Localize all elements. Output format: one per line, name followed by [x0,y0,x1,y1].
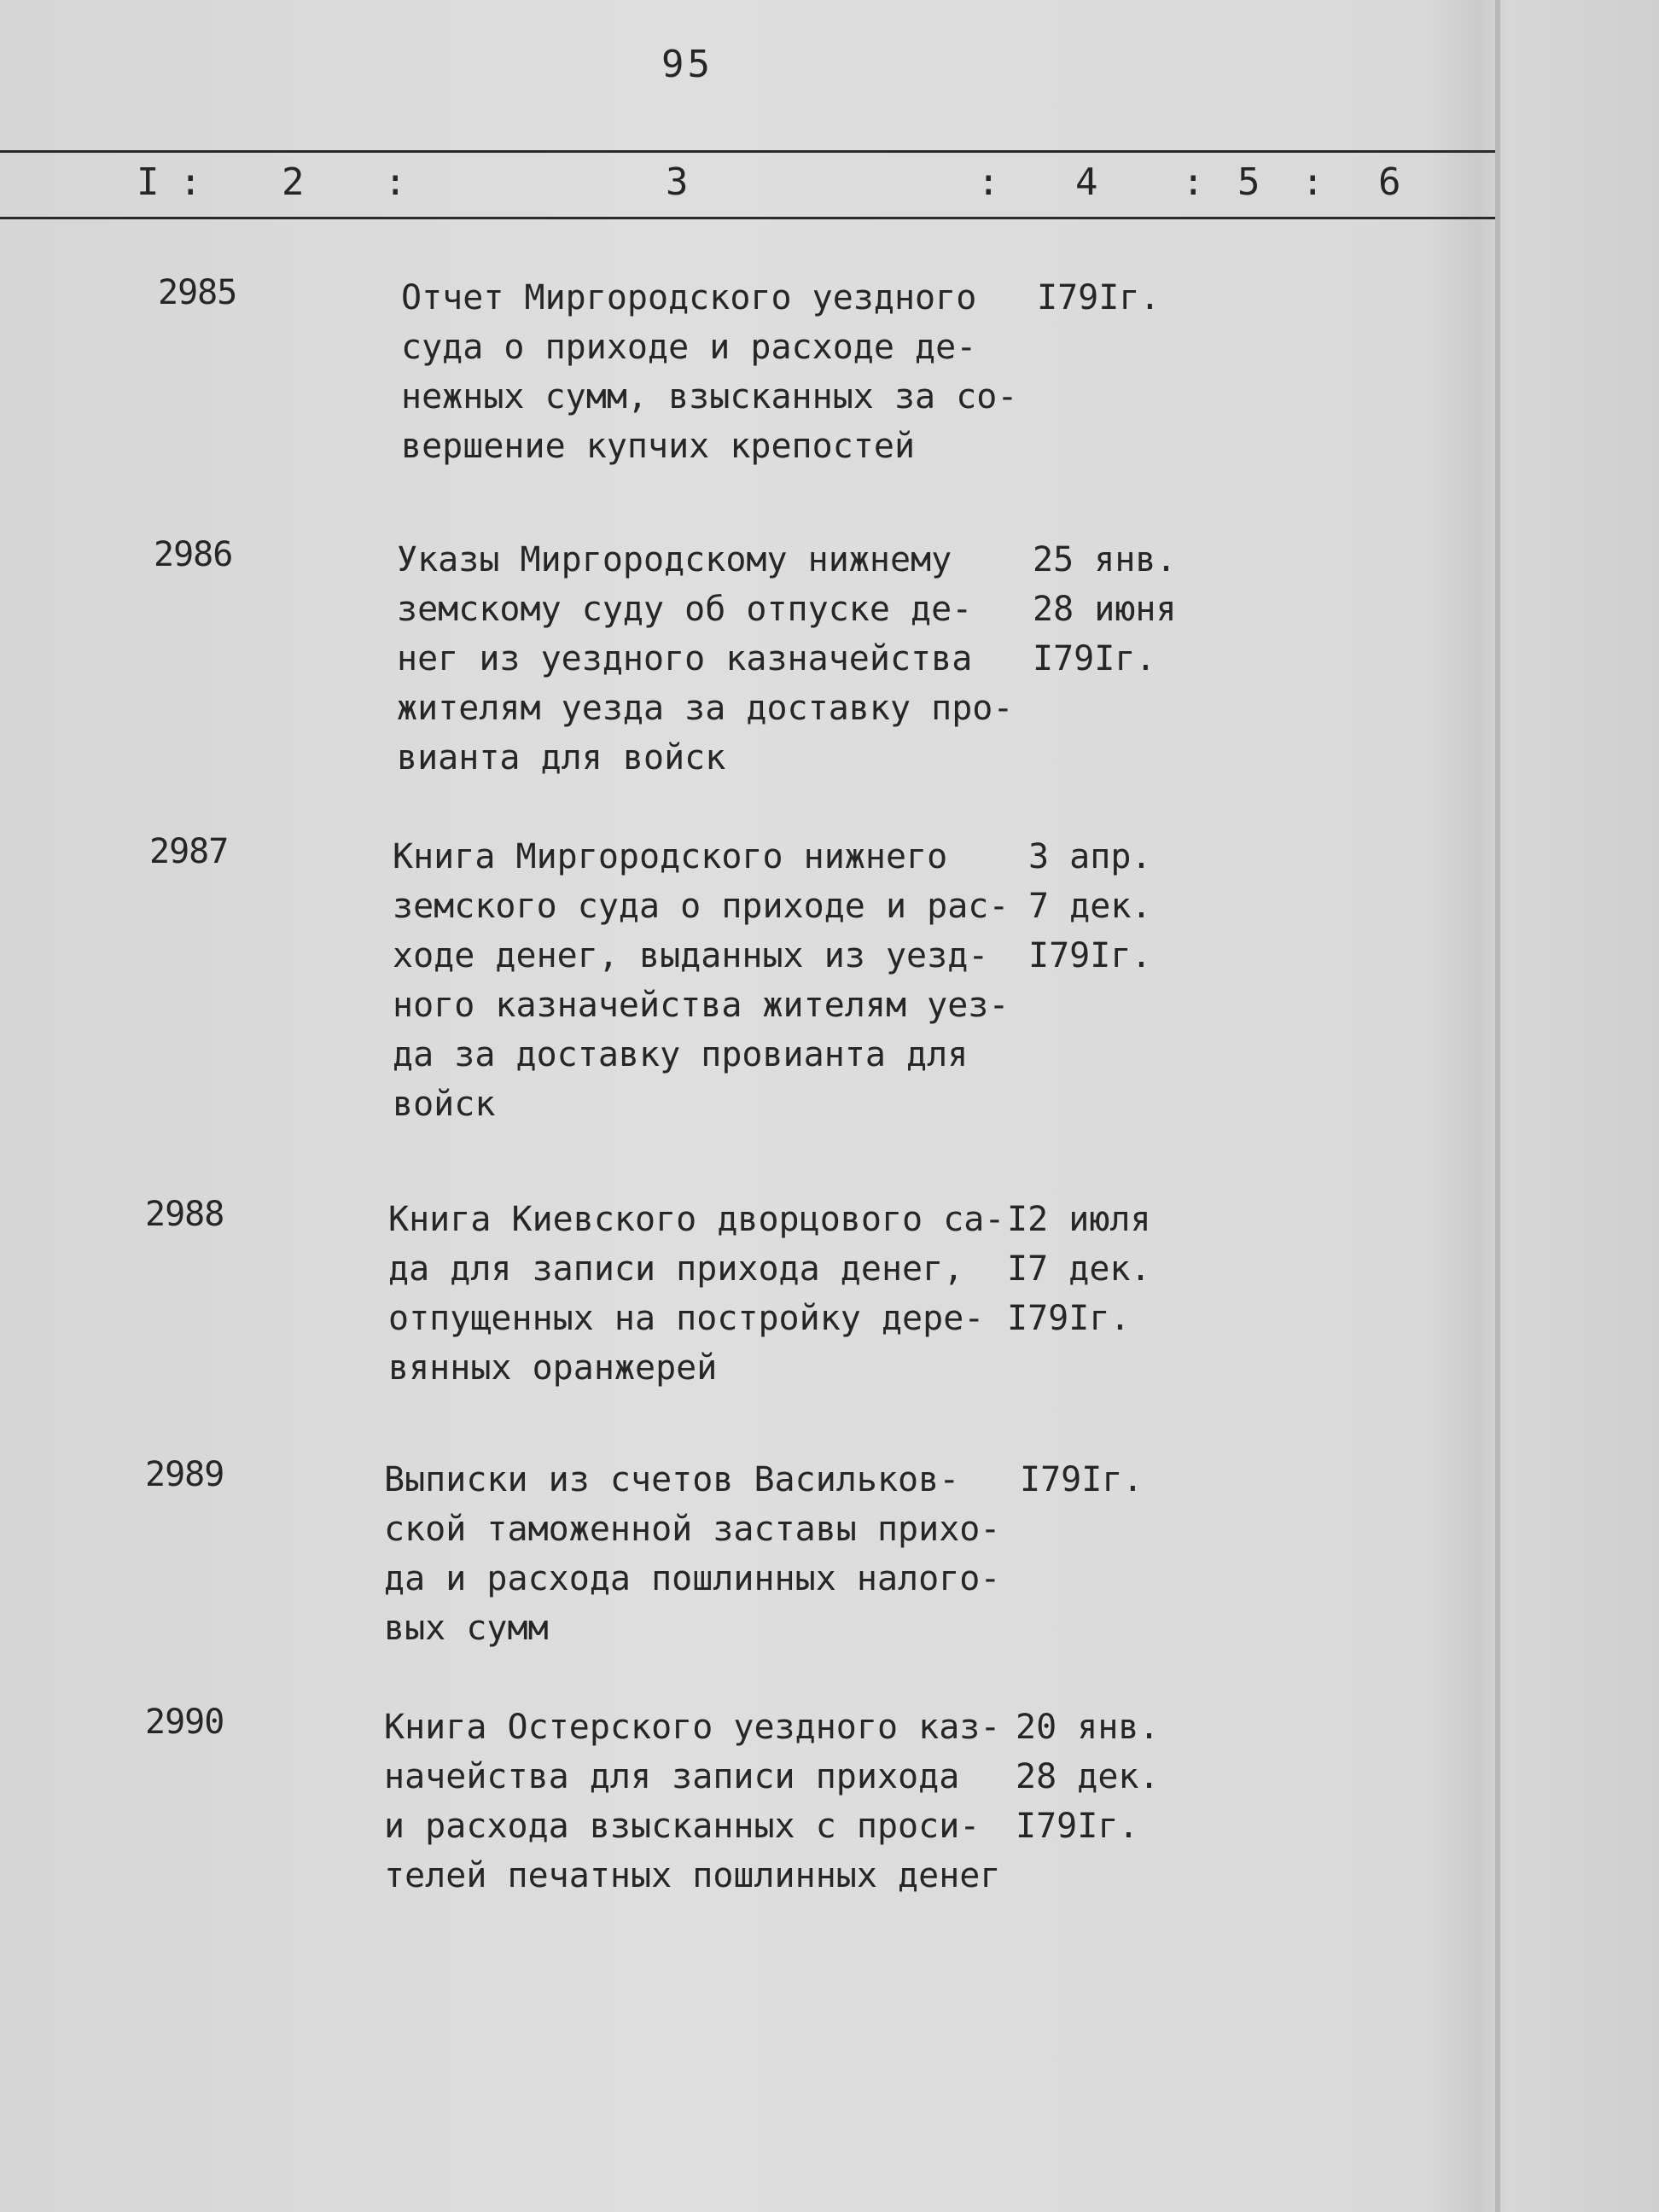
entry-date: 3 апр. 7 дек. I79Iг. [1028,837,1152,975]
column-separator: : [1182,160,1205,204]
column-header-6: 6 [1378,160,1401,204]
header-bottom-rule [0,217,1495,219]
entry-description: Книга Остерского уездного каз- начейства для записи прихода и расхода взысканных с проси- телей печатных пошлинных денег [384,1708,1001,1895]
entry-number: 2986 [154,535,233,574]
entry-date: 20 янв. 28 дек. I79Iг. [1016,1708,1160,1846]
column-header-4: 4 [1075,160,1098,204]
column-separator: : [179,160,202,204]
page-number: 95 [661,43,713,86]
entry-number: 2990 [145,1703,224,1742]
column-separator: : [384,160,407,204]
column-separator: : [1301,160,1324,204]
entry-date: I2 июля I7 дек. I79Iг. [1007,1200,1151,1338]
entry-description: Указы Миргородскому нижнему земскому суду об отпуске де- нег из уездного казначейства жителям уезда за доставку про- вианта для войск [397,540,1014,777]
entry-number: 2989 [145,1455,224,1494]
header-top-rule [0,150,1495,153]
entry-date: 25 янв. 28 июня I79Iг. [1033,540,1177,678]
entry-number: 2988 [145,1195,224,1234]
page-fold-shadow [1495,0,1500,2212]
entry-number: 2987 [149,832,229,871]
column-header-5: 5 [1237,160,1260,204]
entry-date: I79Iг. [1020,1460,1144,1499]
entry-number: 2985 [158,273,237,312]
entry-description: Отчет Миргородского уездного суда о приходе и расходе де- нежных сумм, взысканных за со- вершение купчих крепостей [401,278,1018,466]
column-separator: : [977,160,1000,204]
entry-description: Книга Киевского дворцового са- да для записи прихода денег, отпущенных на постройку дере- вянных оранжерей [388,1200,1005,1388]
column-header-2: 2 [282,160,305,204]
entry-date: I79Iг. [1037,278,1161,317]
entry-description: Выписки из счетов Васильков- ской таможенной заставы прихо- да и расхода пошлинных налого- вых сумм [384,1460,1001,1648]
column-header-1: I [137,160,160,204]
column-header-3: 3 [666,160,689,204]
entry-description: Книга Миргородского нижнего земского суда о приходе и рас- ходе денег, выданных из уезд- ного казначейства жителям уез- да за доставку провианта для войск [393,837,1010,1124]
